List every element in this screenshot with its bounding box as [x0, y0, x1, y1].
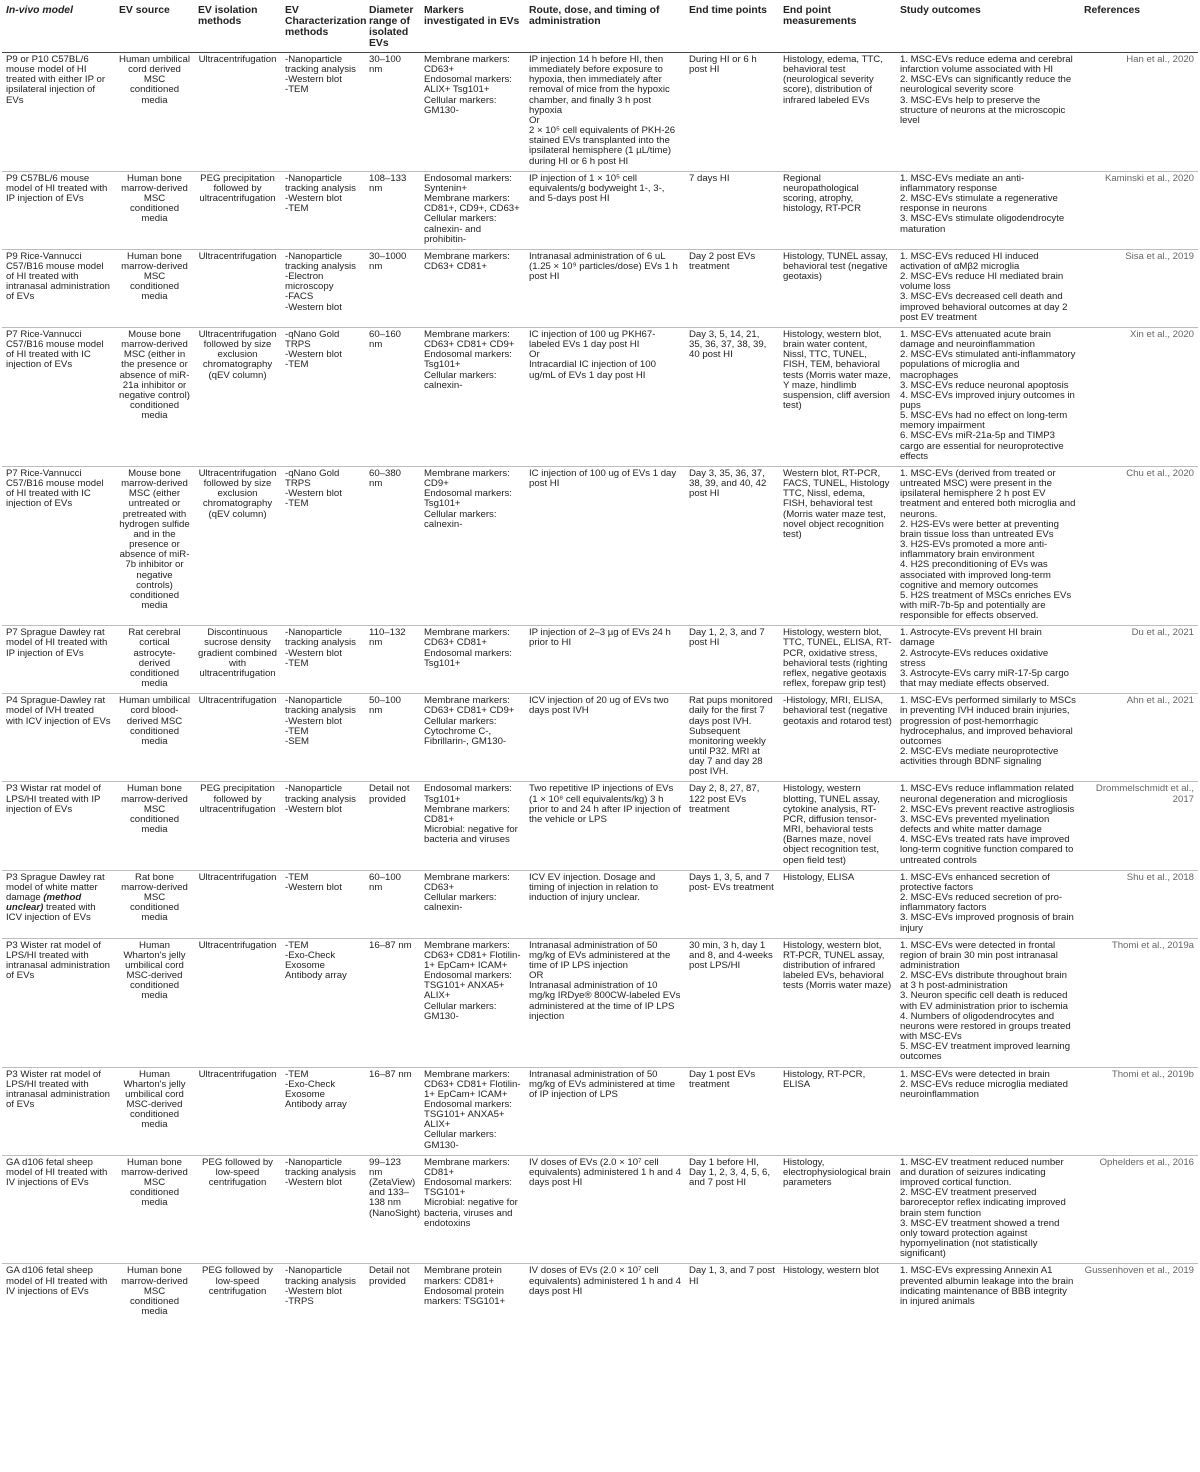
cell-end-time-points: Day 1, 3, and 7 post HI	[689, 1265, 775, 1287]
cell-reference: Kaminski et al., 2020	[1080, 171, 1198, 249]
cell-end-time-points: Day 1 before HI, Day 1, 2, 3, 4, 5, 6, and 7 post HI	[685, 1155, 779, 1264]
cell-in-vivo-model: P4 Sprague-Dawley rat model of IVH treated with ICV injection of EVs	[2, 694, 115, 782]
cell-diameter-range: Detail not provided	[365, 782, 420, 870]
cell-diameter-range: 16–87 nm	[365, 1067, 420, 1155]
cell-in-vivo-model: P3 Sprague Dawley rat model of white matter damage (method unclear) treated with ICV injection of EVs	[2, 870, 115, 938]
cell-ev-source: Human Wharton's jelly umbilical cord MSC-derived conditioned media	[115, 938, 194, 1067]
cell-end-time-points: Day 2 post EVs treatment	[685, 249, 779, 327]
cell-in-vivo-model: P9 Rice-Vannucci C57/B16 mouse model of HI treated with intranasal administration of EVs	[2, 249, 115, 327]
cell-end-point-measurements: Histology, western blot, TTC, TUNEL, ELISA, RT-PCR, oxidative stress, behavioral tests (righting reflex, negative geotaxis reflex, forepaw grip test)	[779, 626, 896, 694]
table-row	[2, 1067, 1198, 1155]
header-ev-characterization-methods: EV Characterization methods	[281, 2, 365, 53]
cell-in-vivo-model: P3 Wister rat model of LPS/HI treated with intranasal administration of EVs	[2, 938, 115, 1067]
cell-in-vivo-model: P7 Rice-Vannucci C57/B16 mouse model of HI treated with IC injection of EVs	[2, 466, 115, 625]
ev-studies-table	[2, 2, 1198, 1321]
cell-diameter-range: 60–160 nm	[365, 327, 420, 466]
cell-markers: Membrane protein markers: CD81+ Endosomal protein markers: TSG101+	[424, 1265, 506, 1307]
cell-end-point-measurements: Histology, western blotting, TUNEL assay, cytokine analysis, RT-PCR, diffusion tensor-MRI, behavioral tests (Barnes maze, novel object recognition test, open field test)	[779, 782, 896, 870]
cell-ev-source: Human umbilical cord derived MSC conditioned media	[115, 53, 194, 172]
cell-route-dose-timing: Intranasal administration of 6 uL (1.25 × 10⁹ particles/dose) EVs 1 h post HI	[525, 249, 685, 327]
cell-in-vivo-model: P7 Sprague Dawley rat model of HI treated with IP injection of EVs	[2, 626, 115, 694]
cell-ev-characterization-method: -Nanoparticle tracking analysis -Western blot -TEM	[281, 53, 365, 172]
table-row	[2, 171, 1198, 249]
cell-ev-characterization-method: -Nanoparticle tracking analysis -Electron microscopy -FACS -Western blot	[281, 249, 365, 327]
cell-ev-source: Rat bone marrow-derived MSC conditioned media	[115, 870, 194, 938]
cell-study-outcomes: 1. MSC-EVs were detected in brain 2. MSC-EVs reduce microglia mediated neuroinflammation	[896, 1067, 1080, 1155]
header-ev-source: EV source	[115, 2, 194, 53]
cell-ev-characterization-method: -Nanoparticle tracking analysis -Western blot -TEM -SEM	[281, 694, 365, 782]
header-row	[2, 2, 1198, 53]
cell-in-vivo-model: P7 Rice-Vannucci C57/B16 mouse model of HI treated with IC injection of EVs	[2, 327, 115, 466]
method-unclear-note: (method unclear)	[6, 892, 82, 914]
cell-end-point-measurements: -Histology, MRI, ELISA, behavioral test (negative geotaxis and rotarod test)	[779, 694, 896, 782]
cell-reference: Drommelschmidt et al., 2017	[1080, 782, 1198, 870]
cell-study-outcomes: 1. MSC-EVs mediate an anti-inflammatory response 2. MSC-EVs stimulate a regenerative response in neurons 3. MSC-EVs stimulate oligodendrocyte maturation	[896, 171, 1080, 249]
cell-markers: Membrane markers: CD63+ CD81+ Flotilin-1+ EpCam+ ICAM+ Endosomal markers: TSG101+ ANXA5+ ALIX+ Cellular markers: GM130-	[420, 938, 525, 1067]
header-references: References	[1080, 2, 1198, 53]
cell-end-time-points: Day 3, 5, 14, 21, 35, 36, 37, 38, 39, 40 post HI	[685, 327, 779, 466]
cell-reference: Shu et al., 2018	[1080, 870, 1198, 938]
header-diameter-range: Diameter range of isolated EVs	[365, 2, 420, 53]
cell-end-point-measurements: Histology, RT-PCR, ELISA	[779, 1067, 896, 1155]
cell-route-dose-timing: IC injection of 100 ug PKH67-labeled EVs 1 day post HI Or Intracardial IC injection of 100 ug/mL of EVs 1 day post HI	[525, 327, 685, 466]
cell-ev-characterization-method: -TEM -Western blot	[281, 870, 365, 938]
cell-diameter-range: 108–133 nm	[365, 171, 420, 249]
cell-ev-characterization-method: -Nanoparticle tracking analysis -Western blot -TEM	[281, 171, 365, 249]
cell-study-outcomes: 1. MSC-EVs reduce inflammation related neuronal degeneration and microgliosis 2. MSC-EVs prevent reactive astrogliosis 3. MSC-EVs prevented myelination defects and white matter damage 4. MSC-EVs treated rats have improved long-term cognitive function compared to untreated controls	[896, 782, 1080, 870]
cell-reference: Thomi et al., 2019a	[1080, 938, 1198, 1067]
cell-markers: Membrane markers: CD63+ CD81+ CD9+ Endosomal markers: Tsg101+ Cellular markers: calnexin-	[420, 327, 525, 466]
cell-end-time-points: Day 1 post EVs treatment	[685, 1067, 779, 1155]
cell-diameter-range: 110–132 nm	[365, 626, 420, 694]
header-route-dose-timing: Route, dose, and timing of administration	[525, 2, 685, 53]
table-row	[2, 694, 1198, 782]
table-row	[2, 626, 1198, 694]
cell-ev-source: Human bone marrow-derived MSC conditioned media	[121, 1265, 188, 1317]
cell-end-time-points: Day 2, 8, 27, 87, 122 post EVs treatment	[685, 782, 779, 870]
cell-study-outcomes: 1. MSC-EVs reduced HI induced activation of αMβ2 microglia 2. MSC-EVs reduce HI mediated brain volume loss 3. MSC-EVs decreased cell death and improved behavioral outcomes at day 2 post EV treatment	[896, 249, 1080, 327]
cell-study-outcomes: 1. Astrocyte-EVs prevent HI brain damage 2. Astrocyte-EVs reduces oxidative stress 3. Astrocyte-EVs carry miR-17-5p cargo that may mediate effects observed.	[896, 626, 1080, 694]
cell-end-point-measurements: Histology, western blot, brain water content, Nissl, TTC, TUNEL, FISH, TEM, behavioral tests (Morris water maze, Y maze, hindlimb suspension, cliff aversion test)	[779, 327, 896, 466]
cell-in-vivo-model: P9 C57BL/6 mouse model of HI treated with IP injection of EVs	[2, 171, 115, 249]
cell-markers: Membrane markers: CD63+ CD81+ CD9+ Cellular markers: Cytochrome C-, Fibrillarin-, GM130-	[420, 694, 525, 782]
cell-ev-isolation-method: PEG followed by low-speed centrifugation	[194, 1155, 281, 1264]
cell-end-time-points: During HI or 6 h post HI	[685, 53, 779, 172]
cell-route-dose-timing: IC injection of 100 ug of EVs 1 day post HI	[525, 466, 685, 625]
cell-ev-source: Rat cerebral cortical astrocyte-derived conditioned media	[115, 626, 194, 694]
cell-end-time-points: Days 1, 3, 5, and 7 post- EVs treatment	[685, 870, 779, 938]
cell-reference: Chu et al., 2020	[1080, 466, 1198, 625]
cell-ev-isolation-method: Ultracentrifugation followed by size exclusion chromatography (qEV column)	[194, 466, 281, 625]
cell-route-dose-timing: IV doses of EVs (2.0 × 10⁷ cell equivalents) administered 1 h and 4 days post HI	[525, 1155, 685, 1264]
cell-diameter-range: 60–380 nm	[365, 466, 420, 625]
cell-markers: Membrane markers: CD63+ Endosomal markers: ALIX+ Tsg101+ Cellular markers: GM130-	[420, 53, 525, 172]
cell-ev-source: Human Wharton's jelly umbilical cord MSC-derived conditioned media	[115, 1067, 194, 1155]
cell-markers: Membrane markers: CD63+ Cellular markers: calnexin-	[420, 870, 525, 938]
cell-reference: Du et al., 2021	[1080, 626, 1198, 694]
cell-ev-characterization-method: -Nanoparticle tracking analysis -Western blot -TRPS	[285, 1265, 356, 1307]
cell-ev-source: Human bone marrow-derived MSC conditioned media	[115, 249, 194, 327]
cell-end-time-points: 30 min, 3 h, day 1 and 8, and 4-weeks post LPS/HI	[685, 938, 779, 1067]
table-row	[2, 1155, 1198, 1264]
cell-markers: Endosomal markers: Syntenin+ Membrane markers: CD81+, CD9+, CD63+ Cellular markers: calnexin- and prohibitin-	[420, 171, 525, 249]
header-markers: Markers investigated in EVs	[420, 2, 525, 53]
cell-diameter-range: 60–100 nm	[365, 870, 420, 938]
cell-ev-characterization-method: -TEM -Exo-Check Exosome Antibody array	[281, 938, 365, 1067]
cell-ev-source: Human bone marrow-derived MSC conditioned media	[115, 171, 194, 249]
cell-ev-source: Mouse bone marrow-derived MSC (either untreated or pretreated with hydrogen sulfide and in the presence or absence of miR-7b inhibitor or negative controls) conditioned media	[115, 466, 194, 625]
cell-diameter-range: 50–100 nm	[365, 694, 420, 782]
table-row	[2, 782, 1198, 870]
table-row	[2, 327, 1198, 466]
cell-ev-characterization-method: -Nanoparticle tracking analysis -Western blot -TEM	[281, 626, 365, 694]
cell-ev-source: Human umbilical cord blood-derived MSC conditioned media	[115, 694, 194, 782]
cell-route-dose-timing: IP injection of 1 × 10⁵ cell equivalents/g bodyweight 1-, 3-, and 5-days post HI	[525, 171, 685, 249]
cell-reference: Sisa et al., 2019	[1080, 249, 1198, 327]
cell-reference: Han et al., 2020	[1080, 53, 1198, 172]
cell-study-outcomes: 1. MSC-EVs attenuated acute brain damage and neuroinflammation 2. MSC-EVs stimulated anti-inflammatory populations of microglia and macrophages 3. MSC-EVs reduce neuronal apoptosis 4. MSC-EVs improved injury outcomes in pups 5. MSC-EVs had no effect on long-term memory impairment 6. MSC-EVs miR-21a-5p and TIMP3 cargo are essential for neuroprotective effects	[896, 327, 1080, 466]
header-in-vivo-model: In-vivo model	[2, 2, 115, 53]
cell-ev-characterization-method: -qNano Gold TRPS -Western blot -TEM	[281, 327, 365, 466]
cell-study-outcomes: 1. MSC-EVs (derived from treated or untreated MSC) were present in the ipsilateral hemisphere 2 h post EV treatment and entered both microglia and neurons. 2. H2S-EVs were better at preventing brain tissue loss than untreated EVs 3. H2S-EVs promoted a more anti-inflammatory brain environment 4. H2S preconditioning of EVs was associated with improved long-term cognitive and memory outcomes 5. H2S treatment of MSCs enriches EVs with miR-7b-5p and potentially are responsible for effects observed.	[896, 466, 1080, 625]
cell-markers: Membrane markers: CD9+ Endosomal markers: Tsg101+ Cellular markers: calnexin-	[420, 466, 525, 625]
cell-ev-source: Human bone marrow-derived MSC conditioned media	[115, 1155, 194, 1264]
header-ev-isolation-methods: EV isolation methods	[194, 2, 281, 53]
cell-diameter-range: 30–1000 nm	[365, 249, 420, 327]
cell-study-outcomes: 1. MSC-EVs enhanced secretion of protective factors 2. MSC-EVs reduced secretion of pro-inflammatory factors 3. MSC-EVs improved prognosis of brain injury	[896, 870, 1080, 938]
table-row	[2, 870, 1198, 938]
cell-ev-characterization-method: -Nanoparticle tracking analysis -Western blot	[281, 1155, 365, 1264]
header-end-time-points: End time points	[685, 2, 779, 53]
cell-route-dose-timing: IV doses of EVs (2.0 × 10⁷ cell equivalents) administered 1 h and 4 days post HI	[529, 1265, 681, 1297]
cell-in-vivo-model: P3 Wister rat model of LPS/HI treated with intranasal administration of EVs	[2, 1067, 115, 1155]
cell-route-dose-timing: Intranasal administration of 50 mg/kg of EVs administered at the time of IP LPS injection OR Intranasal administration of 10 mg/kg IRDye® 800CW-labeled EVs administered at the time of IP LPS injection	[525, 938, 685, 1067]
cell-route-dose-timing: IP injection of 2–3 µg of EVs 24 h prior to HI	[525, 626, 685, 694]
cell-route-dose-timing: IP injection 14 h before HI, then immediately before exposure to hypoxia, then immediately after removal of mice from the hypoxic chamber, and finally 3 h post hypoxia Or 2 × 10⁵ cell equivalents of PKH-26 stained EVs transplanted into the ipsilateral hemisphere (1 µL/time) during HI or 6 h post HI	[525, 53, 685, 172]
cell-study-outcomes: 1. MSC-EVs performed similarly to MSCs in preventing IVH induced brain injuries, progression of post-hemorrhagic hydrocephalus, and improved behavioral outcomes 2. MSC-EVs mediate neuroprotective activities through BDNF signaling	[896, 694, 1080, 782]
cell-end-point-measurements: Regional neuropathological scoring, atrophy, histology, RT-PCR	[779, 171, 896, 249]
cell-study-outcomes: 1. MSC-EVs were detected in frontal region of brain 30 min post intranasal administration 2. MSC-EVs distribute throughout brain at 3 h post-administration 3. Neuron specific cell death is reduced with EV administration prior to ischemia 4. Numbers of oligodendrocytes and neurons were restored in groups treated with MSC-EVs 5. MSC-EV treatment improved learning outcomes	[896, 938, 1080, 1067]
cell-in-vivo-model: P9 or P10 C57BL/6 mouse model of HI treated with either IP or ipsilateral injection of EVs	[2, 53, 115, 172]
header-study-outcomes: Study outcomes	[896, 2, 1080, 53]
cell-ev-isolation-method: PEG followed by low-speed centrifugation	[202, 1265, 273, 1297]
cell-diameter-range: 99–123 nm (ZetaView) and 133–138 nm (NanoSight)	[365, 1155, 420, 1264]
cell-end-point-measurements: Histology, western blot	[783, 1265, 879, 1277]
cell-end-point-measurements: Histology, edema, TTC, behavioral test (neurological severity score), distribution of infrared labeled EVs	[779, 53, 896, 172]
cell-ev-isolation-method: Ultracentrifugation	[194, 694, 281, 782]
cell-end-point-measurements: Histology, electrophysiological brain parameters	[779, 1155, 896, 1264]
cell-end-time-points: Day 3, 35, 36, 37, 38, 39, and 40, 42 post HI	[685, 466, 779, 625]
table-row	[2, 1264, 1198, 1321]
cell-diameter-range: 16–87 nm	[365, 938, 420, 1067]
header-end-point-measurements: End point measurements	[779, 2, 896, 53]
cell-ev-characterization-method: -qNano Gold TRPS -Western blot -TEM	[281, 466, 365, 625]
cell-reference: Ophelders et al., 2016	[1080, 1155, 1198, 1264]
cell-reference: Gussenhoven et al., 2019	[1084, 1265, 1194, 1277]
cell-end-time-points: Rat pups monitored daily for the first 7 days post IVH. Subsequent monitoring weekly until P32. MRI at day 7 and day 28 post IVH.	[685, 694, 779, 782]
cell-markers: Membrane markers: CD81+ Endosomal markers: TSG101+ Microbial: negative for bacteria, viruses and endotoxins	[420, 1155, 525, 1264]
cell-ev-source: Human bone marrow-derived MSC conditioned media	[115, 782, 194, 870]
cell-end-point-measurements: Histology, western blot, RT-PCR, TUNEL assay, distribution of infrared labeled EVs, behavioral tests (Morris water maze)	[779, 938, 896, 1067]
cell-route-dose-timing: ICV injection of 20 ug of EVs two days post IVH	[525, 694, 685, 782]
cell-route-dose-timing: Intranasal administration of 50 mg/kg of EVs administered at time of IP injection of LPS	[525, 1067, 685, 1155]
cell-ev-isolation-method: Ultracentrifugation	[194, 53, 281, 172]
cell-reference: Ahn et al., 2021	[1080, 694, 1198, 782]
cell-ev-isolation-method: PEG precipitation followed by ultracentrifugation	[194, 171, 281, 249]
cell-in-vivo-model: P3 Wistar rat model of LPS/HI treated with IP injection of EVs	[2, 782, 115, 870]
table-row	[2, 466, 1198, 625]
table-row	[2, 249, 1198, 327]
cell-ev-isolation-method: Ultracentrifugation	[194, 870, 281, 938]
table-row	[2, 53, 1198, 172]
cell-reference: Xin et al., 2020	[1080, 327, 1198, 466]
cell-markers: Membrane markers: CD63+ CD81+ Flotilin-1+ EpCam+ ICAM+ Endosomal markers: TSG101+ ANXA5+ ALIX+ Cellular markers: GM130-	[420, 1067, 525, 1155]
cell-markers: Membrane markers: CD63+ CD81+ Endosomal markers: Tsg101+	[420, 626, 525, 694]
cell-end-point-measurements: Western blot, RT-PCR, FACS, TUNEL, Histology TTC, Nissl, edema, FISH, behavioral test (Morris water maze test, novel object recognition test)	[779, 466, 896, 625]
cell-ev-source: Mouse bone marrow-derived MSC (either in the presence or absence of miR-21a inhibitor or negative control) conditioned media	[115, 327, 194, 466]
cell-reference: Thomi et al., 2019b	[1080, 1067, 1198, 1155]
cell-study-outcomes: 1. MSC-EVs reduce edema and cerebral infarction volume associated with HI 2. MSC-EVs can significantly reduce the neurological severity score 3. MSC-EVs help to preserve the structure of neurons at the microscopic level	[896, 53, 1080, 172]
table-row	[2, 938, 1198, 1067]
table-body	[2, 53, 1198, 1322]
cell-route-dose-timing: ICV EV injection. Dosage and timing of injection in relation to induction of injury unclear.	[525, 870, 685, 938]
cell-end-time-points: Day 1, 2, 3, and 7 post HI	[685, 626, 779, 694]
cell-study-outcomes: 1. MSC-EV treatment reduced number and duration of seizures indicating improved cortical function. 2. MSC-EV treatment preserved baroreceptor reflex indicating improved brain stem function 3. MSC-EV treatment showed a trend only toward protection against hypomyelination (not statistically significant)	[896, 1155, 1080, 1264]
cell-end-point-measurements: Histology, ELISA	[779, 870, 896, 938]
cell-in-vivo-model: GA d106 fetal sheep model of HI treated with IV injections of EVs	[2, 1155, 115, 1264]
cell-ev-isolation-method: Ultracentrifugation	[194, 938, 281, 1067]
cell-in-vivo-model: GA d106 fetal sheep model of HI treated with IV injections of EVs	[6, 1265, 108, 1297]
cell-markers: Endosomal markers: Tsg101+ Membrane markers: CD81+ Microbial: negative for bacteria and viruses	[420, 782, 525, 870]
cell-ev-isolation-method: Ultracentrifugation followed by size exclusion chromatography (qEV column)	[194, 327, 281, 466]
cell-ev-isolation-method: Discontinuous sucrose density gradient combined with ultracentrifugation	[194, 626, 281, 694]
cell-diameter-range: Detail not provided	[369, 1265, 410, 1287]
cell-ev-isolation-method: Ultracentrifugation	[194, 249, 281, 327]
cell-ev-isolation-method: Ultracentrifugation	[194, 1067, 281, 1155]
cell-study-outcomes: 1. MSC-EVs expressing Annexin A1 prevented albumin leakage into the brain indicating maintenance of BBB integrity in injured animals	[900, 1265, 1074, 1307]
cell-ev-isolation-method: PEG precipitation followed by ultracentrifugation	[194, 782, 281, 870]
cell-diameter-range: 30–100 nm	[365, 53, 420, 172]
cell-end-point-measurements: Histology, TUNEL assay, behavioral test (negative geotaxis)	[779, 249, 896, 327]
cell-markers: Membrane markers: CD63+ CD81+	[420, 249, 525, 327]
cell-ev-characterization-method: -TEM -Exo-Check Exosome Antibody array	[281, 1067, 365, 1155]
cell-end-time-points: 7 days HI	[685, 171, 779, 249]
cell-route-dose-timing: Two repetitive IP injections of EVs (1 × 10⁸ cell equivalents/kg) 3 h prior to and 24 h after IP injection of the vehicle or LPS	[525, 782, 685, 870]
cell-ev-characterization-method: -Nanoparticle tracking analysis -Western blot	[281, 782, 365, 870]
